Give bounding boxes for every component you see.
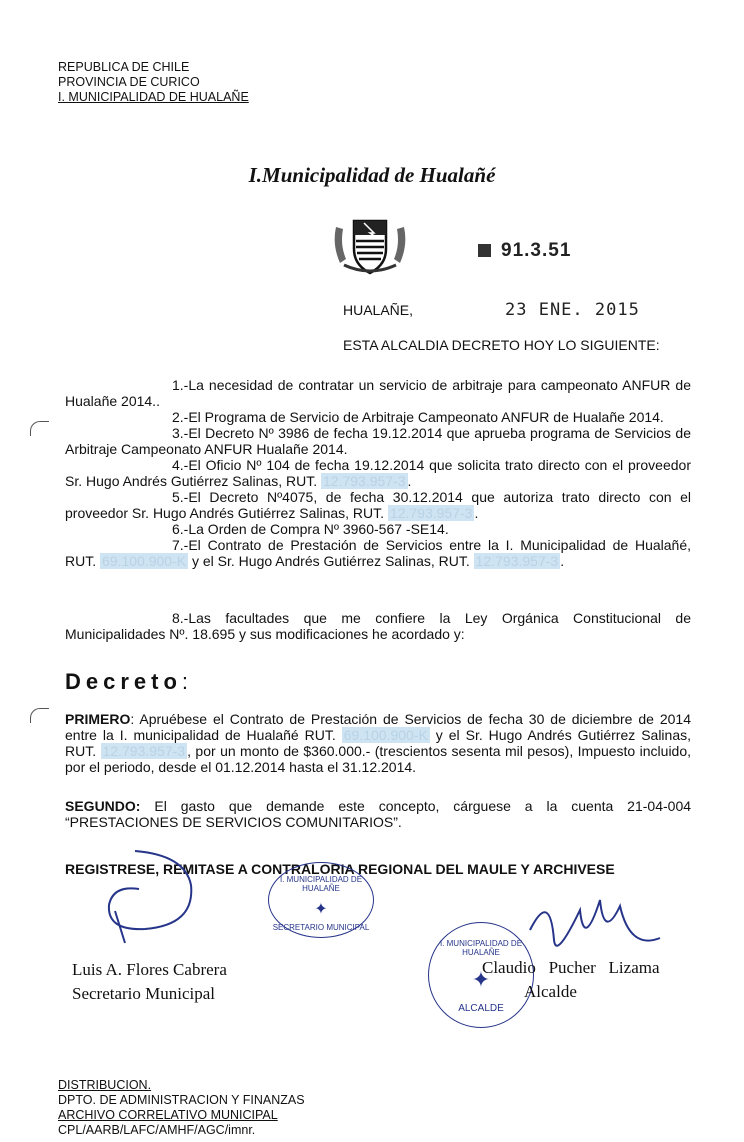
redacted-rut: 12.793.957-3 (475, 553, 559, 569)
considerando-7: 7.-El Contrato de Prestación de Servicios entre la I. Municipalidad de Hualañé, RUT. 69.100.900-K y el Sr. Hugo Andrés Gutiérrez Salinas, RUT. 12.793.957-3 . (65, 537, 691, 569)
document-title: I.Municipalidad de Hualañé (248, 163, 496, 187)
place-label: HUALAÑE, (343, 302, 414, 318)
letterhead-country: REPUBLICA DE CHILE (58, 60, 190, 74)
stamp-crest-icon: ✦ (314, 901, 328, 918)
margin-bracket-icon (30, 708, 49, 723)
redacted-rut: 12.793.957-3 (102, 743, 186, 759)
signature-left-icon (95, 845, 205, 945)
redacted-rut: 69.100.900-K (102, 553, 187, 569)
primero-label: PRIMERO (65, 711, 131, 727)
coat-of-arms-icon (330, 215, 410, 277)
considerando-5: 5.-El Decreto Nº4075, de fecha 30.12.2014 que autoriza trato directo con el proveedor Sr. Hugo Andrés Gutiérrez Salinas, RUT. 12.793.957-3 . (65, 489, 691, 521)
signatory-left-role: Secretario Municipal (72, 984, 216, 1003)
article-segundo: SEGUNDO: El gasto que demande este concepto, cárguese a la cuenta 21-04-004 “PRESTACIONES DE SERVICIOS COMUNITARIOS”. (65, 798, 692, 830)
considerando-1: 1.-La necesidad de contratar un servicio de arbitraje para campeonato ANFUR de Hualañe 2014.. (65, 377, 691, 409)
decree-number-stamp (478, 240, 571, 262)
signatory-left (72, 958, 227, 1006)
segundo-label: SEGUNDO: (65, 798, 141, 814)
distribution-list (58, 1078, 305, 1138)
article-primero: PRIMERO: Apruébese el Contrato de Prestación de Servicios de fecha 30 de diciembre de 2014 entre la I. municipalidad de Hualañé RUT. 69.100.900-K y el Sr. Hugo Andrés Gutiérrez Salinas, RUT. 12.793.957-3 , por un monto de $360.000.- (trescientos sesenta mil pesos), Impuesto incluido, por el periodo, desde el 01.12.2014 hasta el 31.12.2014. (65, 711, 692, 775)
decree-intro: ESTA ALCALDIA DECRETO HOY LO SIGUIENTE: (343, 337, 660, 353)
date-stamp: 23 ENE. 2015 (505, 300, 640, 320)
decree-number: 91.3.51 (501, 240, 572, 261)
stamp-crest-icon: ✦ (471, 967, 491, 992)
margin-bracket-icon (30, 421, 49, 436)
redacted-rut: 12.793.957-3 (323, 473, 406, 489)
stamp-secretario: I. MUNICIPALIDAD DE HUALAÑE ✦ SECRETARIO MUNICIPAL (268, 862, 374, 938)
closing-instruction: REGISTRESE, REMITASE A CONTRALORIA REGIONAL DEL MAULE Y ARCHIVESE (65, 861, 615, 877)
signatory-left-name: Luis A. Flores Cabrera (72, 960, 227, 979)
considerandos (65, 377, 691, 569)
distribution-initials: CPL/AARB/LAFC/AMHF/AGC/imnr. (58, 1123, 256, 1137)
considerando-2: 2.-El Programa de Servicio de Arbitraje Campeonato ANFUR de Hualañe 2014. (172, 409, 664, 425)
considerando-8: 8.-Las facultades que me confiere la Ley Orgánica Constitucional de Municipalidades Nº. 18.695 y sus modificaciones he acordado y: (65, 610, 691, 642)
distribution-item: ARCHIVO CORRELATIVO MUNICIPAL (58, 1108, 278, 1122)
letterhead (58, 60, 249, 105)
considerando-8-block (65, 610, 691, 642)
signatory-right-name: Claudio Pucher Lizama (482, 958, 660, 977)
letterhead-province: PROVINCIA DE CURICO (58, 75, 200, 89)
letterhead-municipality: I. MUNICIPALIDAD DE HUALAÑE (58, 90, 249, 104)
signatory-right (482, 956, 702, 1004)
distribution-item: DPTO. DE ADMINISTRACION Y FINANZAS (58, 1093, 305, 1107)
signatory-right-role: Alcalde (524, 982, 577, 1001)
considerando-6: 6.-La Orden de Compra Nº 3960-567 -SE14. (172, 521, 449, 537)
decreto-heading: Decreto: (65, 669, 189, 694)
considerando-3: 3.-El Decreto Nº 3986 de fecha 19.12.2014 que aprueba programa de Servicios de Arbitraje Campeonato ANFUR Hualañe 2014. (65, 425, 691, 457)
distribution-heading: DISTRIBUCION. (58, 1078, 152, 1092)
redacted-rut: 69.100.900-K (343, 727, 428, 743)
considerando-4: 4.-El Oficio Nº 104 de fecha 19.12.2014 que solicita trato directo con el proveedor Sr. Hugo Andrés Gutiérrez Salinas, RUT. 12.793.957-3 . (65, 457, 691, 489)
redacted-rut: 12.793.957-3 (389, 505, 473, 521)
stamp-alcalde: I. MUNICIPALIDAD DE HUALAÑE ✦ ALCALDE (428, 922, 534, 1028)
stamp-mark-icon (478, 244, 491, 257)
signature-right-icon (520, 890, 670, 960)
